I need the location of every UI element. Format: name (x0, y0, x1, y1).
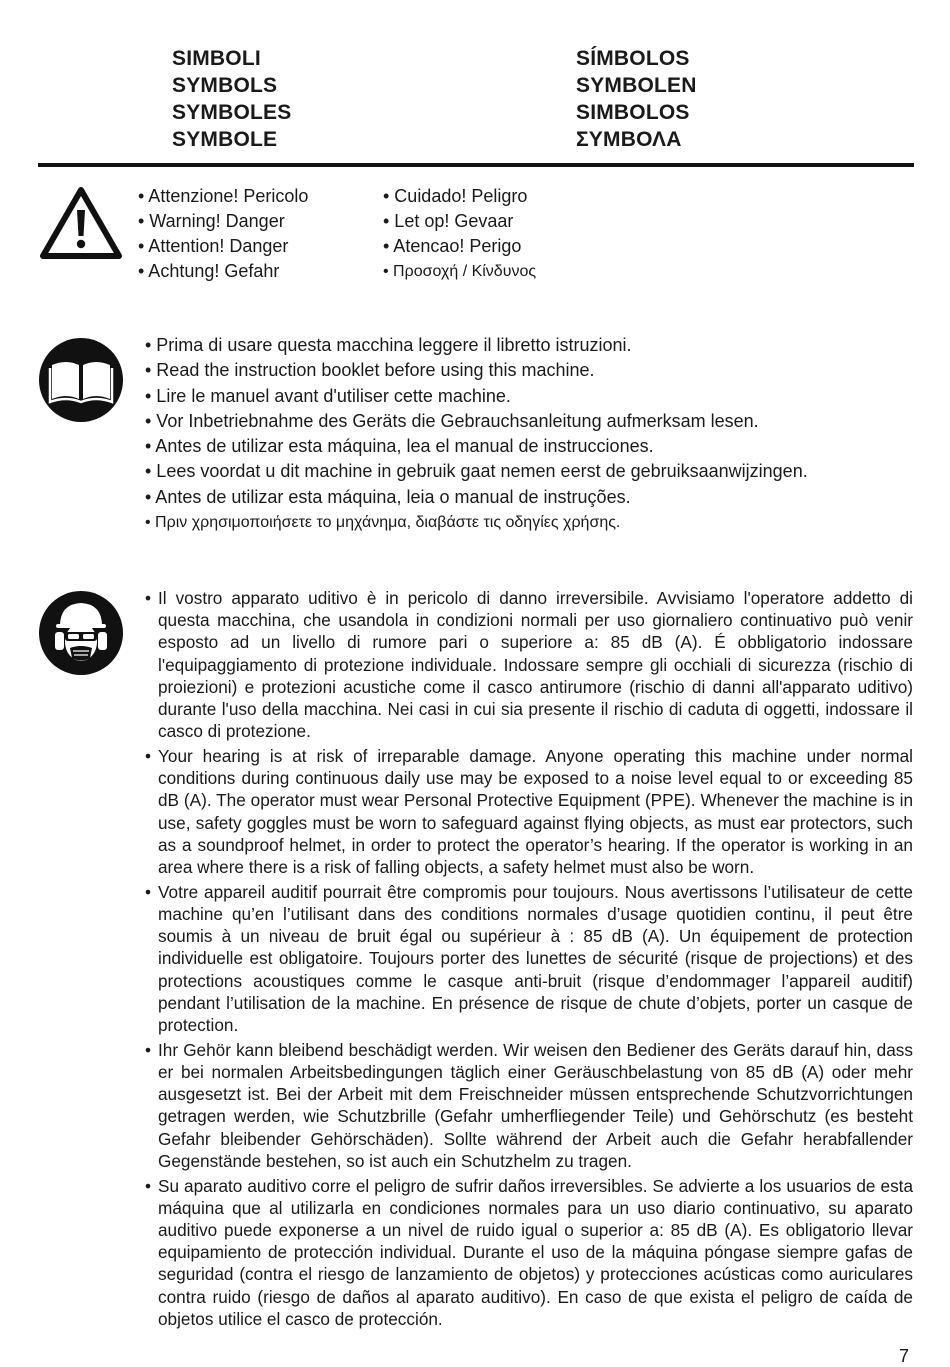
header-right-column (576, 45, 697, 153)
manual-item: • Vor Inbetriebnahme des Geräts die Gebrauchsanleitung aufmerksam lesen. (145, 410, 759, 431)
manual-item: • Prima di usare questa macchina leggere il libretto istruzioni. (145, 335, 632, 355)
manual-item: • Antes de utilizar esta máquina, leia o manual de instruções. (145, 486, 631, 507)
instruction-book-icon (38, 337, 124, 423)
manual-item: • Antes de utilizar esta máquina, lea el manual de instrucciones. (145, 436, 654, 457)
hearing-protection-list (145, 587, 913, 1333)
page-number: 7 (899, 1346, 910, 1366)
header-left-column (172, 45, 291, 153)
hearing-paragraph: • Su aparato auditivo corre el peligro de sufrir daños irreversibles. Se advierte a los usuarios de esta máquina que al utilizarla en condiciones normales para un uso diario continuativo, su aparato auditivo puede exponerse a un nivel de ruido igual o superior a: 85 dB (A). Es obligatorio llevar equipamiento de protección individual. Durante el uso de la máquina póngase siempre gafas de seguridad (contra el riesgo de lanzamiento de objetos) y protecciones acústicas como auriculares contra ruido (riesgo de daños al aparato auditivo). En caso de que exista el peligro de caída de objetos utilice el casco de protección. (145, 1175, 913, 1330)
manual-instructions-list (145, 333, 925, 535)
header-title: SYMBOLS (172, 74, 278, 97)
warning-item: • Cuidado! Peligro (383, 186, 528, 206)
warning-list-left (138, 184, 308, 284)
hearing-paragraph: • Ihr Gehör kann bleibend beschädigt werden. Wir weisen den Bediener des Geräts darauf hin, dass er bei normalen Arbeitsbedingungen täglich einer Geräuschbelastung von 85 dB (A) oder mehr ausgesetzt ist. Bei der Arbeit mit dem Freischneider müssen entsprechende Schutzvorrichtungen getragen werden, wie Schutzbrille (Gefahr umherfliegender Teile) und Gehörschutz (es besteht Gefahr bleibender Gehörschäden). Sollte während der Arbeit auch die Gefahr herabfallender Gegenstände bestehen, so ist auch ein Schutzhelm zu tragen. (145, 1039, 913, 1172)
header-title: SYMBOLES (172, 101, 292, 124)
header-title: SIMBOLI (172, 47, 261, 70)
header-title: ΣΥΜΒΟΛΑ (576, 128, 682, 151)
header-title: SYMBOLEN (576, 74, 697, 97)
header-title: SÍMBOLOS (576, 47, 690, 70)
header-title: SYMBOLE (172, 128, 278, 151)
manual-item: • Lire le manuel avant d'utiliser cette machine. (145, 385, 511, 406)
warning-item: • Achtung! Gefahr (138, 261, 280, 281)
warning-item: • Atencao! Perigo (383, 236, 522, 256)
manual-item: • Lees voordat u dit machine in gebruik gaat nemen eerst de gebruiksaanwijzingen. (145, 461, 808, 482)
hearing-paragraph: • Il vostro apparato uditivo è in pericolo di danno irreversibile. Avvisiamo l'operatore addetto di questa macchina, che usandola in condizioni normali per uso giornaliero continuativo può venir esposto ad un livello di rumore pari o superiore a: 85 dB (A). É obbligatorio indossare l'equipaggiamento di protezione individuale. Indossare sempre gli occhiali di sicurezza (rischio di proiezioni) e protezioni acustiche come il casco antirumore (rischio di danni all'apparato uditivo) durante l'uso della macchina. Nei casi in cui sia presente il rischio di caduta di oggetti, indossare il casco di protezione. (145, 587, 913, 742)
manual-item: • Πριν χρησιμοποιήσετε το μηχάνημα, διαβάστε τις οδηγίες χρήσης. (145, 514, 621, 532)
warning-list-right (383, 184, 536, 284)
protective-equipment-icon (38, 590, 124, 676)
manual-item: • Read the instruction booklet before using this machine. (145, 360, 595, 381)
warning-item: • Warning! Danger (138, 211, 285, 231)
header-title: SIMBOLOS (576, 101, 690, 124)
warning-item: • Attention! Danger (138, 236, 289, 256)
hearing-paragraph: • Votre appareil auditif pourrait être compromis pour toujours. Nous avertissons l’utilisateur de cette machine qu’en l’utilisant dans des conditions normales d’usage quotidien continu, il peut être soumis à un niveau de bruit égal ou supérieur à : 85 dB (A). Un équipement de protection individuelle est obligatoire. Toujours porter des lunettes de sécurité (risque de projections) et des protections acoustiques comme le casque anti-bruit (risque d’endommager l’appareil auditif) pendant l’utilisation de la machine. En présence de risque de chute d’objets, porter un casque de protection. (145, 881, 913, 1036)
warning-triangle-icon (38, 184, 124, 262)
header-divider (38, 163, 914, 167)
hearing-paragraph: • Your hearing is at risk of irreparable damage. Anyone operating this machine under normal conditions during continuous daily use may be exposed to a noise level equal to or exceeding 85 dB (A). The operator must wear Personal Protective Equipment (PPE). Whenever the machine is in use, safety goggles must be worn to safeguard against flying objects, as must ear protectors, such as a soundproof helmet, in order to protect the operator’s hearing. If the operator is working in an area where there is a risk of falling objects, a safety helmet must also be worn. (145, 745, 913, 878)
warning-item: • Προσοχή / Κίνδυνος (383, 263, 537, 280)
warning-item: • Attenzione! Pericolo (138, 186, 309, 206)
warning-item: • Let op! Gevaar (383, 211, 514, 231)
